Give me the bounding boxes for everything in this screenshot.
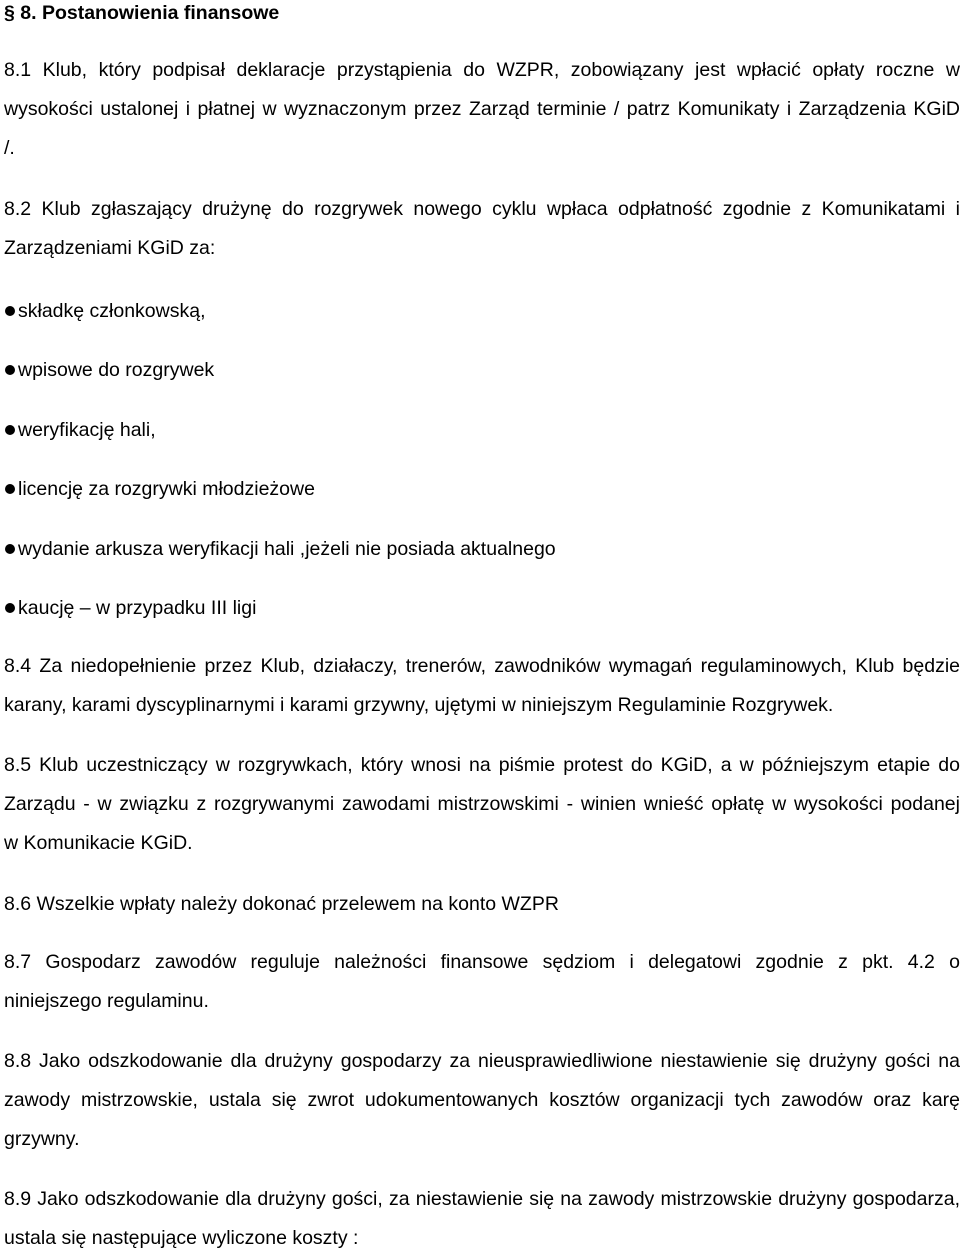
bullet-icon [5, 425, 15, 435]
paragraph-line: 8.8 Jako odszkodowanie dla drużyny gospodarzy za nieusprawiedliwione niestawienie się drużyny gości na [4, 1050, 960, 1072]
paragraph-8-7 [4, 943, 960, 1021]
list-item [4, 537, 556, 561]
list-item-label: weryfikację hali, [18, 419, 156, 441]
bullet-icon [5, 365, 15, 375]
paragraph-line: 8.4 Za niedopełnienie przez Klub, działaczy, trenerów, zawodników wymagań regulaminowych, Klub będzie [4, 655, 960, 677]
list-item [4, 358, 214, 382]
paragraph-line: zawody mistrzowskie, ustala się zwrot udokumentowanych kosztów organizacji tych zawodów oraz karę [4, 1089, 960, 1111]
bullet-icon [5, 603, 15, 613]
list-item [4, 299, 206, 323]
paragraph-8-2 [4, 190, 960, 268]
paragraph-line: Zarządu - w związku z rozgrywanymi zawodami mistrzowskimi - winien wnieść opłatę w wysokości podanej [4, 793, 960, 815]
list-item-label: licencję za rozgrywki młodzieżowe [18, 478, 315, 500]
paragraph-8-1 [4, 51, 960, 168]
paragraph-line: 8.7 Gospodarz zawodów reguluje należności finansowe sędziom i delegatowi zgodnie z pkt. 4.2 o [4, 951, 960, 973]
paragraph-line: niniejszego regulaminu. [4, 990, 209, 1012]
paragraph-line: karany, karami dyscyplinarnymi i karami grzywny, ujętymi w niniejszym Regulaminie Rozgrywek. [4, 694, 834, 716]
paragraph-8-9 [4, 1180, 960, 1258]
paragraph-line: ustala się następujące wyliczone koszty : [4, 1227, 359, 1249]
paragraph-line: 8.2 Klub zgłaszający drużynę do rozgrywek nowego cyklu wpłaca odpłatność zgodnie z Komunikatami i [4, 198, 960, 220]
section-heading: § 8. Postanowienia finansowe [4, 2, 280, 24]
list-item [4, 596, 256, 620]
paragraph-line: wysokości ustalonej i płatnej w wyznaczonym przez Zarząd terminie / patrz Komunikaty i Zarządzenia KGiD [4, 98, 960, 120]
bullet-icon [5, 544, 15, 554]
paragraph-line: 8.9 Jako odszkodowanie dla drużyny gości, za niestawienie się na zawody mistrzowskie drużyny gospodarza, [4, 1188, 960, 1210]
paragraph-line: 8.5 Klub uczestniczący w rozgrywkach, który wnosi na piśmie protest do KGiD, a w późniejszym etapie do [4, 754, 960, 776]
paragraph-line: grzywny. [4, 1128, 80, 1150]
paragraph-line: w Komunikacie KGiD. [4, 832, 193, 854]
list-item [4, 477, 315, 501]
list-item-label: wpisowe do rozgrywek [18, 359, 215, 381]
paragraph-8-8 [4, 1042, 960, 1159]
paragraph-line: /. [4, 137, 15, 159]
bullet-icon [5, 306, 15, 316]
bullet-icon [5, 484, 15, 494]
paragraph-8-4 [4, 647, 960, 725]
paragraph-line: Zarządzeniami KGiD za: [4, 237, 216, 259]
list-item-label: wydanie arkusza weryfikacji hali ,jeżeli nie posiada aktualnego [18, 538, 556, 560]
list-item-label: kaucję – w przypadku III ligi [18, 597, 257, 619]
paragraph-8-5 [4, 746, 960, 863]
paragraph-8-6: 8.6 Wszelkie wpłaty należy dokonać przelewem na konto WZPR [4, 893, 559, 915]
list-item [4, 418, 156, 442]
paragraph-line: 8.1 Klub, który podpisał deklaracje przystąpienia do WZPR, zobowiązany jest wpłacić opłaty roczne w [4, 59, 960, 81]
list-item-label: składkę członkowską, [18, 300, 206, 322]
